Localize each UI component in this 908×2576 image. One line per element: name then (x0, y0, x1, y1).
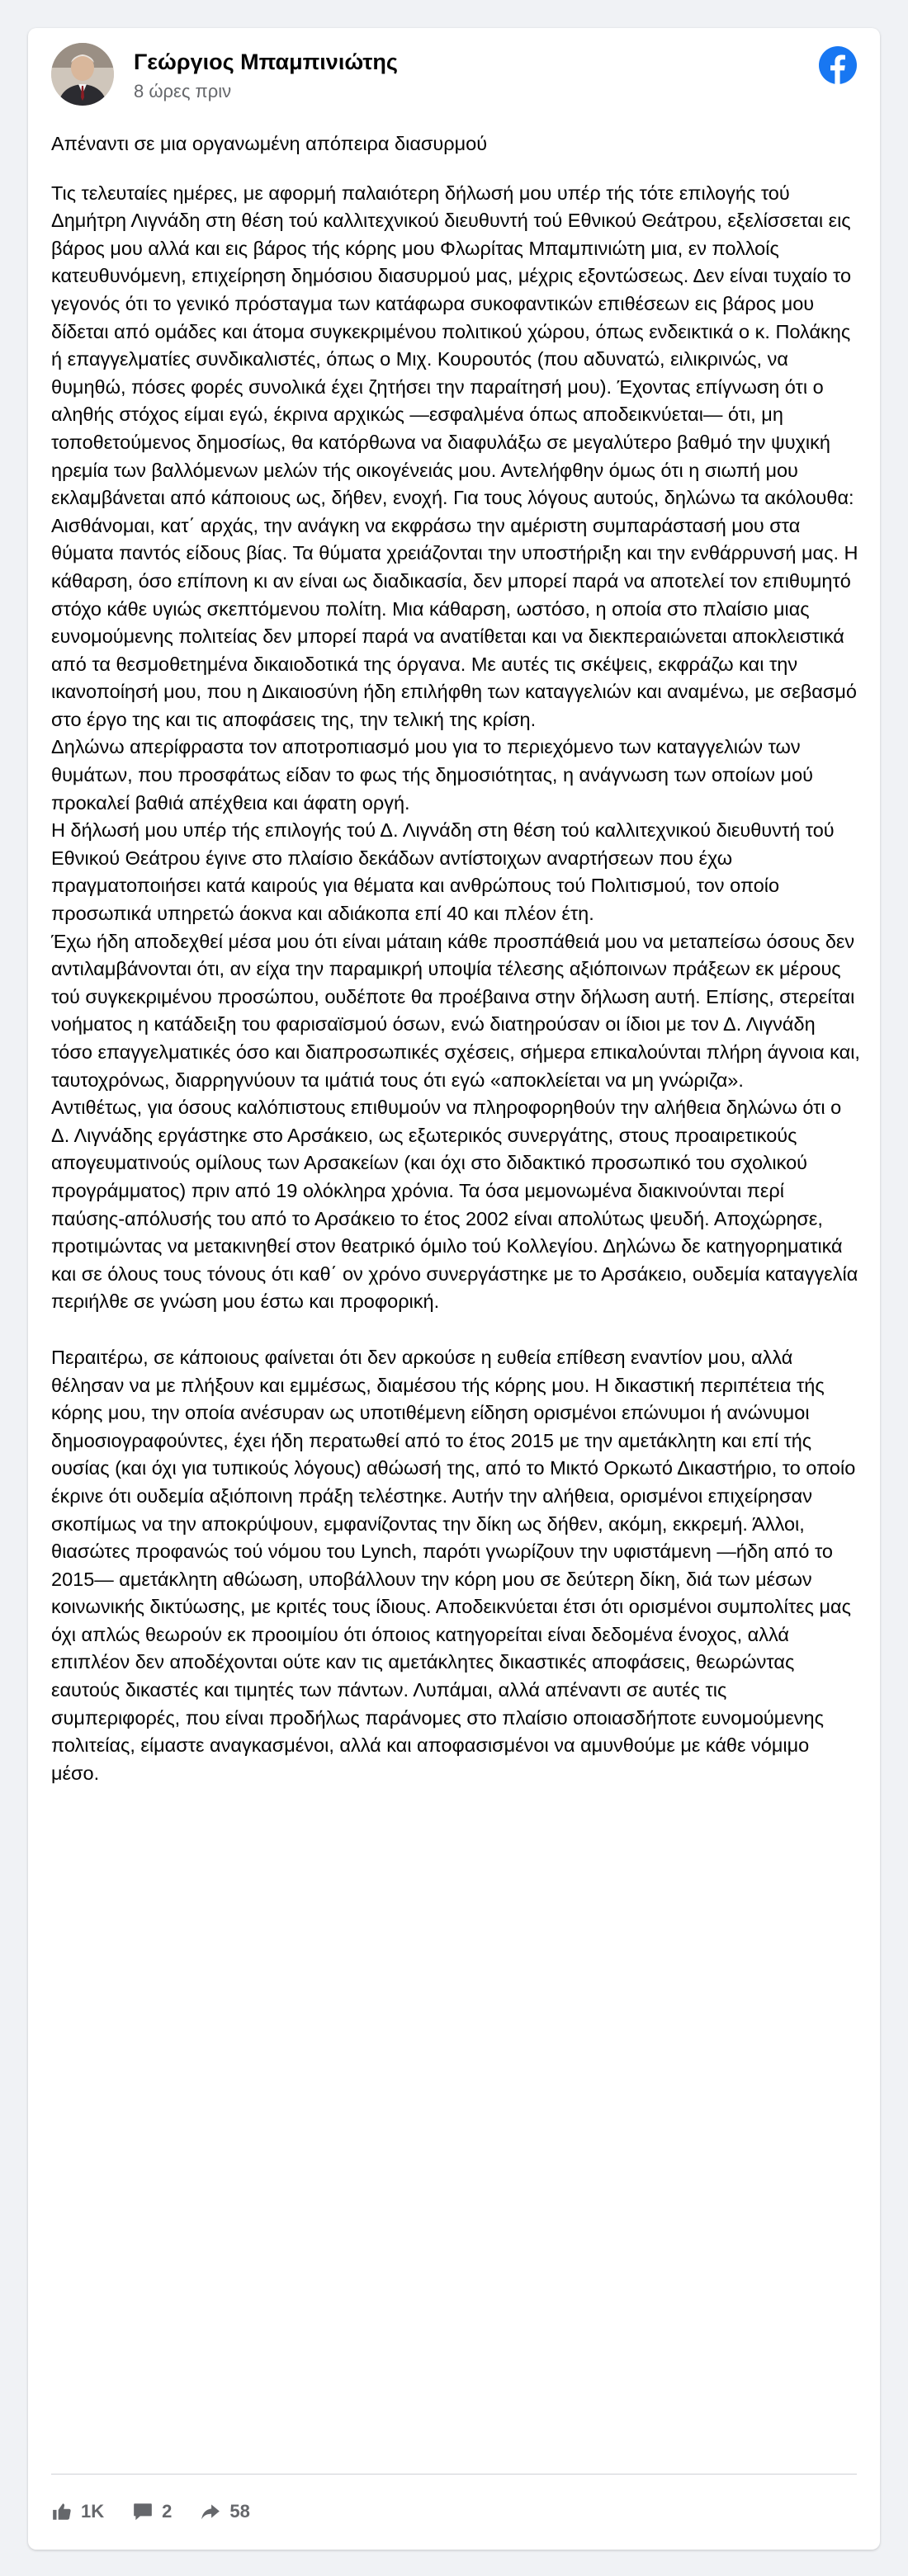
post-header (51, 43, 857, 111)
comment-count: 2 (162, 2501, 173, 2522)
post-card (28, 28, 880, 2550)
post-body (51, 130, 866, 1787)
comment-button[interactable] (132, 2501, 172, 2522)
footer-divider (51, 2474, 857, 2475)
share-count: 58 (229, 2501, 250, 2522)
like-count: 1K (81, 2501, 105, 2522)
facebook-logo-icon (819, 46, 857, 84)
comment-icon (132, 2501, 154, 2522)
post-paragraph: Τις τελευταίες ημέρες, με αφορμή παλαιότερη δήλωσή μου υπέρ τής τότε επιλογής τού Δημήτρη Λιγνάδη στη θέση τού καλλιτεχνικού διευθυντή τού Εθνικού Θεάτρου, εξελίσσεται εις βάρος μου αλλά και εις βάρος τής κόρης μου Φλωρίτας Μπαμπινιώτη μια, εν πολλοίς κατευθυνόμενη, επιχείρηση δημόσιου διασυρμού μας, μέχρις εξοντώσεως. Δεν είναι τυχαίο το γεγονός ότι το γενικό πρόσταγμα των κατάφωρα συκοφαντικών επιθέσεων εις βάρος μου δίδεται από ομάδες και άτομα συγκεκριμένου πολιτικού χώρου, όπως ενδεικτικά ο κ. Πολάκης ή επαγγελματίες συνδικαλιστές, όπως ο Μιχ. Κουρουτός (που αδυνατώ, ειλικρινώς, να θυμηθώ, πόσες φορές συνολικά έχει ζητήσει την παραίτησή μου). Έχοντας επίγνωση ότι ο αληθής στόχος είμαι εγώ, έκρινα αρχικώς —εσφαλμένα όπως αποδεικνύεται— ότι, μη τοποθετούμενος δημοσίως, θα κατόρθωνα να διαφυλάξω σε μεγαλύτερο βαθμό την ψυχική ηρεμία των βαλλόμενων μελών τής οικογένειάς μου. Αντελήφθην όμως ότι η σιωπή μου εκλαμβάνεται από κάποιους ως, δήθεν, ενοχή. Για τους λόγους αυτούς, δηλώνω τα ακόλουθα: (51, 182, 857, 509)
post-paragraph: Αντιθέτως, για όσους καλόπιστους επιθυμούν να πληροφορηθούν την αλήθεια δηλώνω ότι ο Δ. Λιγνάδης εργάστηκε στο Αρσάκειο, ως εξωτερικός συνεργάτης, στους προαιρετικούς απογευματινούς ομίλους των Αρσακείων (και όχι στο διδακτικό προσωπικό του σχολικού προγράμματος) πριν από 19 ολόκληρα χρόνια. Τα όσα μεμονωμένα διακινούνται περί παύσης-απόλυσής του από το Αρσάκειο το έτος 2002 είναι απολύτως ψευδή. Αποχώρησε, προτιμώντας να μετακινηθεί στον θεατρικό όμιλο τού Κολλεγίου. Δηλώνω δε κατηγορηματικά και σε όλους τους τόνους ότι καθ΄ ον χρόνο συνεργάστηκε με το Αρσάκειο, ουδεμία καταγγελία περιήλθε σε γνώση μου έστω και προφορική. (51, 1097, 863, 1313)
post-paragraph: Περαιτέρω, σε κάποιους φαίνεται ότι δεν αρκούσε η ευθεία επίθεση εναντίον μου, αλλά θέλησαν να με πλήξουν και εμμέσως, διαμέσου τής κόρης μου. Η δικαστική περιπέτεια τής κόρης μου, την οποία ανέσυραν ως υποτιθέμενη είδηση ορισμένοι επώνυμοι ή ανώνυμοι δημοσιογραφούντες, έχει ήδη περατωθεί από το έτος 2015 με την αμετάκλητη και επί τής ουσίας (και όχι για τυπικούς λόγους) αθώωσή της, από το Μικτό Ορκωτό Δικαστήριο, το οποίο έκρινε ότι ουδεμία αξιόποινη πράξη τελέστηκε. Αυτήν την αλήθεια, ορισμένοι επιχείρησαν σκοπίμως να την αποκρύψουν, εμφανίζοντας την δίκη ως δήθεν, ακόμη, εκκρεμή. Άλλοι, θιασώτες προφανώς τού νόμου του Lynch, παρότι γνωρίζουν την υφιστάμενη —ήδη από το 2015— αμετάκλητη αθώωση, υποβάλλουν την κόρη μου σε δεύτερη δίκη, διά των μέσων κοινωνικής δικτύωσης, με κριτές τους ίδιους. Αποδεικνύεται έτσι ότι ορισμένοι συμπολίτες μας όχι απλώς θεωρούν εκ προοιμίου ότι όποιος κατηγορείται είναι δεδομένα ένοχος, αλλά επιπλέον δεν αποδέχονται ούτε καν τις αμετάκλητες δικαστικές αποφάσεις, θεωρώντας εαυτούς δικαστές και τιμητές των πάντων. Λυπάμαι, αλλά απέναντι σε αυτές τις συμπεριφορές, που είναι προδήλως παράνομες στο πλαίσιο οποιασδήποτε ευνομούμενης πολιτείας, είμαστε αναγκασμένοι, αλλά και αποφασισμένοι να αμυνθούμε με κάθε νόμιμο μέσο. (51, 1346, 861, 1784)
avatar[interactable] (51, 43, 114, 106)
post-timestamp[interactable]: 8 ώρες πριν (134, 81, 232, 101)
like-button[interactable] (51, 2501, 104, 2522)
share-button[interactable] (200, 2501, 249, 2522)
post-paragraph: Δηλώνω απερίφραστα τον αποτροπιασμό μου για το περιεχόμενο των καταγγελιών των θυμάτων, που προσφάτως είδαν το φως τής δημοσιότητας, η ανάγνωση των οποίων μού προκαλεί βαθιά απέχθεια και άφατη οργή. (51, 736, 819, 814)
thumbs-up-icon (51, 2501, 73, 2522)
post-paragraph: Η δήλωσή μου υπέρ τής επιλογής τού Δ. Λιγνάδη στη θέση τού καλλιτεχνικού διευθυντή τού Εθνικού Θεάτρου έγινε στο πλαίσιο δεκάδων αντίστοιχων αναρτήσεων που έχω πραγματοποιήσει κατά καιρούς για θέματα και ανθρώπους τού Πολιτισμού, τον οποίο προσωπικά υπηρετώ άοκνα και αδιάκοπα επί 40 και πλέον έτη. (51, 819, 840, 925)
post-stats-bar (51, 2495, 250, 2528)
post-paragraph: Αισθάνομαι, κατ΄ αρχάς, την ανάγκη να εκφράσω την αμέριστη συμπαράστασή μου στα θύματα παντός είδους βίας. Τα θύματα χρειάζονται την υποστήριξη και την ενθάρρυνσή μας. Η κάθαρση, όσο επίπονη κι αν είναι ως διαδικασία, δεν μπορεί παρά να αποτελεί τον επιθυμητό στόχο κάθε υγιώς σκεπτόμενου πολίτη. Μια κάθαρση, ωστόσο, η οποία στο πλαίσιο μιας ευνομούμενης πολιτείας δεν μπορεί παρά να ανατίθεται και να διεκπεραιώνεται αποκλειστικά από τα θεσμοθετημένα δικαιοδοτικά της όργανα. Με αυτές τις σκέψεις, εκφράζω και την ικανοποίησή μου, που η Δικαιοσύνη ήδη επιλήφθη των καταγγελιών και αναμένω, με σεβασμό στο έργο της και τις αποφάσεις της, την τελική της κρίση. (51, 514, 864, 730)
post-title: Απέναντι σε μια οργανωμένη απόπειρα διασυρμού (51, 133, 488, 154)
post-paragraph: Έχω ήδη αποδεχθεί μέσα μου ότι είναι μάταιη κάθε προσπάθειά μου να μεταπείσω όσους δεν αντιλαμβάνονται ότι, αν είχα την παραμικρή υποψία τέλεσης αξιόποινων πράξεων εκ μέρους τού συγκεκριμένου προσώπου, ουδέποτε θα προέβαινα στην δήλωση αυτή. Επίσης, στερείται νοήματος η κατάδειξη του φαρισαϊσμού όσων, ενώ διατηρούσαν οι ίδιοι με τον Δ. Λιγνάδη τόσο επαγγελματικές όσο και διαπροσωπικές σχέσεις, σήμερα επικαλούνται πλήρη άγνοια και, ταυτοχρόνως, διαρρηγνύουν τα ιμάτιά τους ότι εγώ «αποκλείεται να μη γνώριζα». (51, 930, 866, 1091)
avatar-image (51, 43, 114, 106)
share-arrow-icon (200, 2501, 221, 2522)
author-name[interactable]: Γεώργιος Μπαμπινιώτης (134, 50, 398, 74)
